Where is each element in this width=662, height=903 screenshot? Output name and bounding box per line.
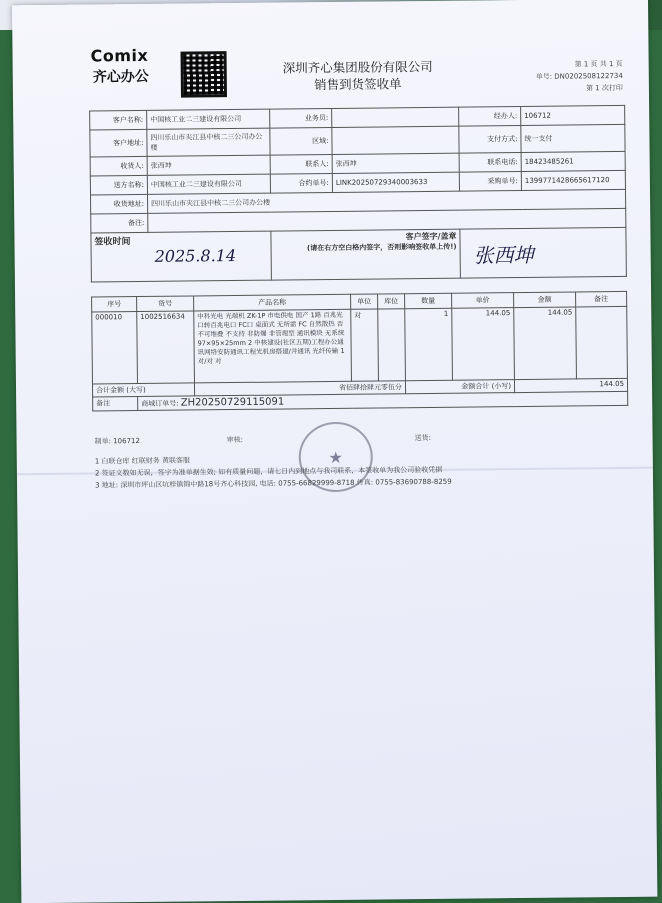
region: [332, 126, 459, 154]
maker: 106712: [113, 437, 140, 446]
item-price: 144.05: [452, 308, 515, 381]
customer-sign-cell: [271, 229, 461, 280]
recv-addr: 四川乐山市夹江县中核二三公司办公楼: [148, 189, 626, 213]
customer-addr-label: 客户地址:: [90, 129, 147, 157]
col-qty: 数量: [405, 293, 452, 308]
ship-name-label: 送方名称:: [90, 175, 147, 195]
item-unit: 对: [351, 309, 379, 381]
signature-cell: [460, 227, 627, 278]
payment-label: 支付方式:: [459, 126, 521, 154]
item-sku: 1002516634: [137, 311, 195, 384]
purchase-label: 采购单号:: [459, 172, 521, 192]
salesman: [332, 107, 459, 127]
contract-no: LINK20250729340003633: [332, 172, 459, 192]
maker-field: [95, 436, 140, 446]
region-label: 区域:: [270, 127, 332, 155]
mall-order-no: ZH20250729115091: [180, 396, 285, 409]
item-qty: 1: [405, 308, 453, 380]
logo-comix: Comix: [90, 45, 149, 66]
receipt-document: [12, 0, 657, 903]
col-seq: 序号: [92, 297, 137, 312]
handler-label: 经办人:: [459, 107, 521, 127]
company-name: 深圳齐心集团股份有限公司: [282, 58, 433, 76]
footer-note-3: 3 地址: 深圳市坪山区坑梓镇锦中路18号齐心科技园, 电话: 0755-66829999-8718 传真: 0755-83690788-8259: [95, 477, 452, 490]
item-name: 中科光电 光端机 ZK-1P 市电供电 国产 1路 百兆光口转百兆电口 FC口 桌面式 无所需 FC 自然散热 否 不可堆叠 不支持 非防爆 非管理型 通讯模块 无系统 97×95×25mm 2 中核建设(社区五期)工程办公通讯网络安防通讯工程光机房搭建/并通讯 光纤传输 1对/对 对: [194, 309, 352, 383]
customer-name-label: 客户名称:: [90, 110, 147, 130]
recv-addr-label: 收货地址:: [91, 194, 148, 214]
payment: 统一支付: [521, 124, 625, 152]
purchase-no: 1399771428665617120: [521, 170, 625, 190]
receiver: 张西坤: [147, 155, 270, 175]
col-name: 产品名称: [194, 294, 351, 311]
item-seq: 000010: [92, 312, 138, 384]
col-price: 单价: [452, 293, 514, 309]
col-amount: 金额: [514, 292, 576, 308]
total-upper-text: 省佰肆拾肆元零伍分: [194, 381, 405, 396]
total-upper-label: 合计金额 (大写): [92, 383, 194, 397]
item-amount: 144.05: [514, 307, 577, 380]
customer-sign-note: (请在右方空白格内签字，否则影响签收单上传!): [306, 242, 457, 253]
item-loc: [378, 309, 406, 381]
contact-label: 联系人:: [270, 154, 332, 174]
mall-order-label: 商城订单号:: [141, 399, 179, 408]
col-note: 备注: [576, 291, 627, 307]
logo-cn: 齐心办公: [92, 68, 149, 86]
customer-name: 中国核工业二三建设有限公司: [147, 109, 270, 129]
signature-handwritten: 张西坤: [473, 242, 534, 268]
page-info: 第 1 页 共 1 页: [574, 59, 623, 69]
contact: 张西坤: [332, 153, 459, 173]
receiver-label: 收货人:: [90, 156, 147, 176]
salesman-label: 业务员:: [270, 108, 332, 128]
footer-note-2: 2 签证文数如无误，签字为准单据生效; 如有质量问题，请七日内到地点与我司联系，本签收单为我公司验收凭据: [94, 465, 443, 478]
items-remark-label: 备注: [93, 397, 138, 411]
contract-label: 合约单号:: [270, 173, 332, 193]
item-note: [576, 306, 628, 379]
footer-note-1: 1 白联仓库 红联财务 黄联客服: [94, 456, 190, 466]
col-unit: 单位: [351, 294, 378, 309]
phone: 18423485261: [521, 151, 625, 171]
customer-addr: 四川乐山市夹江县中核二三公司办公楼: [147, 128, 270, 156]
print-count: 第 1 次打印: [585, 83, 623, 93]
total-small-label: 金额合计 (小写): [405, 380, 514, 394]
checker-label: 审核:: [226, 435, 243, 445]
order-number: 单号: DN0202508122734: [535, 71, 623, 81]
ship-name: 中国核工业二三建设有限公司: [147, 174, 270, 194]
document-title: 销售到货签收单: [314, 76, 402, 93]
sign-time-label: 签收时间: [94, 237, 131, 248]
items-table: [91, 291, 628, 412]
sign-date-handwritten: 2025.8.14: [154, 245, 237, 266]
col-sku: 货号: [137, 296, 194, 312]
qr-code-icon: [181, 51, 227, 97]
customer-sign-label: 客户签字/盖章: [405, 231, 457, 242]
sign-time-cell: [91, 231, 272, 282]
star-icon: ★: [328, 447, 344, 468]
total-small: 144.05: [514, 378, 627, 392]
handler: 106712: [521, 105, 625, 125]
phone-label: 联系电话:: [459, 153, 521, 173]
deliver-label: 送货:: [414, 433, 431, 443]
remark-label: 备注:: [91, 213, 148, 233]
col-loc: 库位: [378, 294, 405, 309]
customer-info-table: [89, 105, 627, 283]
maker-label: 制单:: [94, 437, 111, 446]
table-row: [92, 306, 628, 384]
